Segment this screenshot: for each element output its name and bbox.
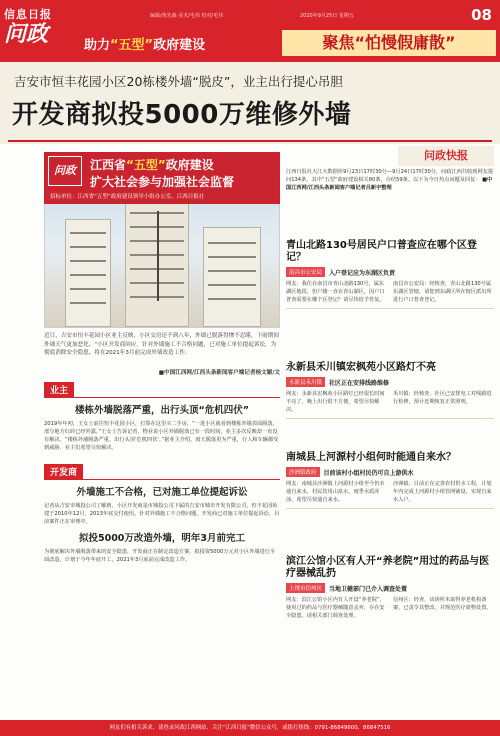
- section-title: 拟投5000万改造外墙，明年3月前完工: [78, 533, 246, 544]
- section-text: 2019年年初，王女士前往恒丰花园小区，打算在这里买二手房，“一进小区就看到楼栋外墙表面脱落，部分地方红砖已经外露。”王女士告诉记者，物业说小区外墙脱落已有一段时间，业主多次反映却一直没有解决。“楼栋外墙脱落严重，出行头顶‘危机四伏’。”据业主介绍，雨天脱落更为严重，行人和车辆都受到威胁，业主们希望尽快解决。: [44, 421, 279, 451]
- question-text: 网友：永新县宏枫苑小区路灯已经很长时间不亮了，晚上出行很不方便，希望尽快解决。: [286, 391, 385, 413]
- qa-body: [286, 480, 494, 504]
- divider-line: [286, 508, 494, 509]
- quick-news-heading: 问政快报: [398, 146, 494, 166]
- qa-item: [286, 362, 494, 419]
- logo-big-text: 问政: [4, 21, 49, 47]
- campaign-banner: [44, 152, 280, 204]
- building-shape: [65, 219, 111, 327]
- section-text: 为彻底解决外墙脱落带来的安全隐患，开发商正在制定改造方案，拟投资5000万元对小区外墙进行全面改造，计划于今年年底开工，2021年3月底前完成改造工作。: [44, 549, 276, 563]
- section-title: 楼栋外墙脱落严重，出行头顶“危机四伏”: [75, 405, 249, 416]
- question-text: 网友：我住在南昌市青山北路130号，属东湖区地段，但户籍一直在青山湖区，因户口普查需要在哪个区登记？请尽快给予答复。: [286, 281, 385, 303]
- column-suffix: 政府建设: [153, 38, 206, 53]
- intro-source: ■中国江西网/江西头条新闻客户端记者吕新宇整理: [286, 177, 493, 191]
- headline: 开发商拟投5000万维修外墙: [12, 100, 352, 130]
- banner-line-2: 扩大社会参与加强社会监督: [90, 175, 235, 189]
- photo-caption: 近日，吉安市恒丰花园小区业主反映，小区交房还不到八年，外墙已脱落得惨不忍睹，下雨期间外墙天气更加恶化。“小区开发商回应，针对外墙施工不合格问题，已对施工单位提起诉讼，为彻底消除安全隐患，将在2021年3月前完成外墙改造工作。: [44, 333, 279, 356]
- banner-logo: 问政: [48, 156, 82, 186]
- answer-text: 禾川镇：经核查，社区已安排电工对线路进行检修，预计近期恢复正常照明。: [393, 391, 492, 405]
- section-developer: [44, 460, 280, 564]
- issue-date: 2020年9月25日 星期五: [300, 13, 354, 19]
- divider-line: [286, 418, 494, 419]
- reply-summary: 入户登记应为东湖区负责: [329, 269, 396, 277]
- section-title: 外墙施工不合格，已对施工单位提起诉讼: [76, 487, 248, 498]
- page-header: [0, 0, 500, 62]
- section-tag: 业主: [44, 382, 74, 397]
- section-owner: [44, 378, 280, 452]
- article-body: [44, 378, 280, 564]
- logo-small-text: 信息日报: [4, 8, 52, 21]
- answer-text: 信州区：经查，该场所未取得养老机构备案，已责令其整改，并规范医疗废物处置。: [393, 597, 492, 611]
- reply-summary: 当地卫健部门已介入调查处置: [329, 585, 408, 593]
- subheadline: 吉安市恒丰花园小区20栋楼外墙“脱皮”，业主出行提心吊胆: [14, 74, 343, 89]
- page-number: 08: [471, 6, 492, 24]
- newspaper-logo: [4, 6, 76, 56]
- qa-item: [286, 556, 494, 620]
- reply-unit: 南昌市公安局: [286, 267, 325, 277]
- building-shape: [203, 227, 261, 327]
- qa-body: [286, 596, 494, 620]
- section-tag: 开发商: [44, 464, 83, 479]
- question-text: 网友：滨江公馆小区内有人开设“养老院”，使用过的药品与医疗器械随意丢弃，存在安全隐患，请相关部门调查处理。: [286, 597, 385, 619]
- qa-title: 南城县上河源村小组何时能通自来水？: [286, 452, 456, 463]
- column-prefix: 助力: [84, 38, 111, 53]
- reply-unit: 上饶市信州区: [286, 583, 325, 593]
- banner-line-1: [90, 156, 214, 173]
- page-footer: 网友们有相关诉求，请登录问政江西网站、关注“江西日报”微信公众号，或拨打热线：0791-86849600、86847516: [0, 720, 500, 736]
- banner-suffix: 政府建设: [165, 158, 214, 172]
- qa-body: [286, 280, 494, 304]
- column-title: [84, 34, 205, 53]
- intro-text: 江西日报社大江大数据库9月23日17时30分—9月24日17时30分，问政江西共收到网友提问134条，其中“五型”政府建设相关80条，办结59条。以下为今日热点问题及回复：: [286, 169, 494, 183]
- qa-item: [286, 240, 494, 309]
- divider-line: [8, 140, 492, 142]
- divider-line: [286, 308, 494, 309]
- qa-title: 滨江公馆小区有人开“养老院”用过的药品与医疗器械乱扔: [286, 556, 490, 579]
- answer-text: 沙洲镇：目前正在完善农村供水工程，计划年内完成上河源村小组管网铺设，实现自来水入户。: [393, 481, 492, 503]
- column-quote: “五型”: [110, 38, 154, 53]
- qa-reply: [286, 377, 494, 387]
- banner-sponsors: 招标单位：江西省“五型”政府建设领导小组办公室、江西日报社: [50, 194, 205, 200]
- qa-reply: [286, 583, 494, 593]
- banner-quote: “五型”: [126, 158, 166, 172]
- tag-underline: [44, 397, 280, 398]
- qa-item: [286, 452, 494, 509]
- qa-reply: [286, 467, 494, 477]
- qa-title: 青山北路130号居民户口普查应在哪个区登记？: [286, 240, 477, 263]
- reply-summary: 社区正在安排线路维修: [329, 379, 390, 387]
- focus-label: 聚焦“怕慢假庸散”: [282, 30, 496, 56]
- quick-news-intro: [286, 168, 494, 192]
- qa-body: [286, 390, 494, 414]
- reporter-credit: ■中国江西网/江西头条新闻客户端记者杨文颖/文: [158, 370, 280, 376]
- answer-text: 南昌市公安局：经核查，青山北路130号属东湖区管辖，请您到东湖区所在辖区派出所进行户口普查登记。: [393, 281, 492, 303]
- tag-underline: [44, 479, 280, 480]
- reply-unit: 沙洲镇政府: [286, 467, 320, 477]
- lead-story-header: [0, 62, 500, 144]
- question-text: 网友：南城县沙洲镇上河源村小组至今仍未通自来水，村民饮用山泉水，雨季水质浑浊，希望尽快通自来水。: [286, 481, 385, 503]
- scaffold-pole: [157, 211, 159, 301]
- reply-unit: 永新县禾川镇: [286, 377, 325, 387]
- banner-prefix: 江西省: [90, 158, 127, 172]
- reply-summary: 目前该村小组村民仍可自上游供水: [323, 469, 414, 477]
- section-text: 记者从吉安市城投公司了解到，小区开发商是市城投公司下属的吉安市城市开发有限公司，恒丰花园始建于2010年12月，2013年底交付使用。针对外墙施工不合格问题，开发商已对施工单位提起诉讼，目前案件正在审理中。: [44, 503, 280, 525]
- qa-title: 永新县禾川镇宏枫苑小区路灯不亮: [286, 362, 436, 373]
- qa-reply: [286, 267, 494, 277]
- editor-line: 编辑/黄先森 美术/毛伟 校对/毛伟: [150, 13, 224, 19]
